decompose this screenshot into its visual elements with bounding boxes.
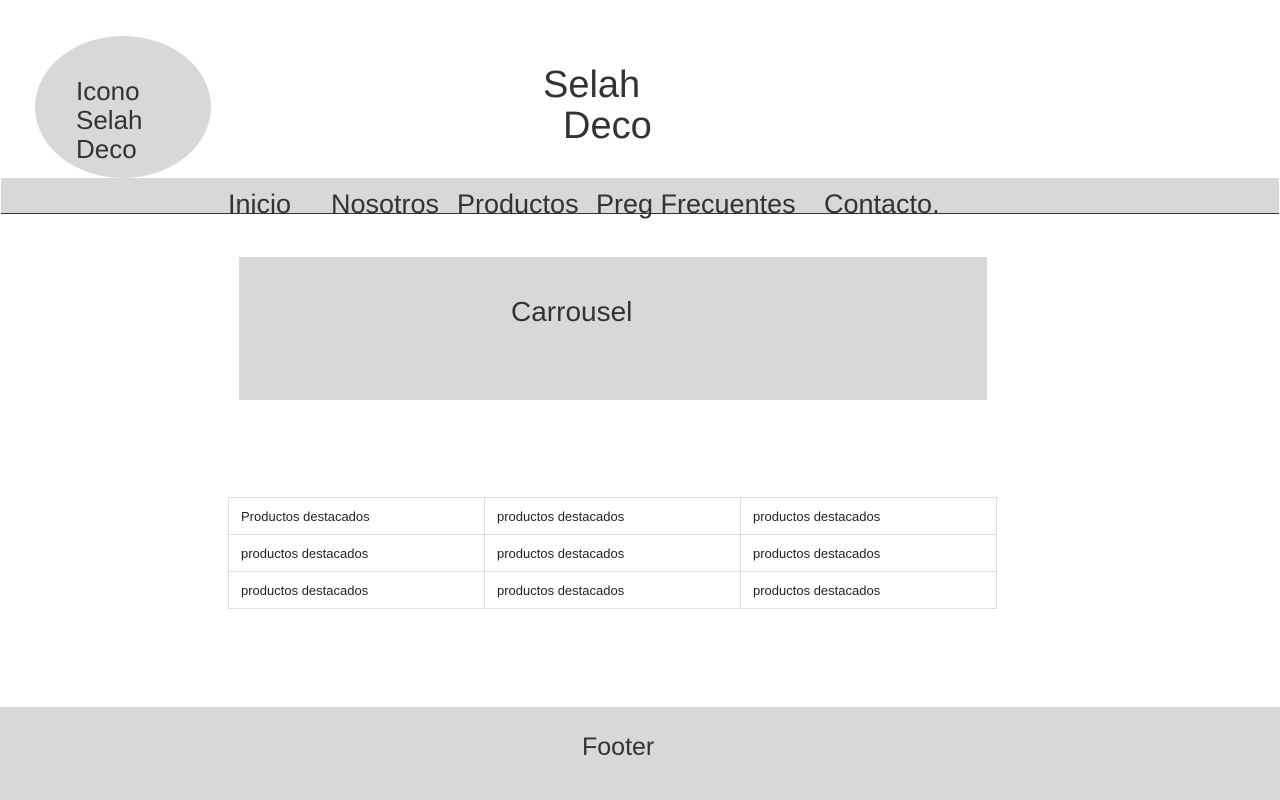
nav-item-contacto[interactable]: Contacto. (824, 189, 940, 219)
table-cell[interactable]: productos destacados (229, 535, 485, 572)
nav-item-nosotros[interactable]: Nosotros (331, 189, 440, 219)
table-cell[interactable]: productos destacados (485, 572, 741, 609)
table-cell[interactable]: productos destacados (485, 535, 741, 572)
featured-products-table (228, 497, 997, 609)
table-cell[interactable]: Productos destacados (229, 498, 485, 535)
site-title-line-2: Deco (563, 105, 652, 147)
main-nav-bar (1, 178, 1279, 219)
table-cell[interactable]: productos destacados (741, 535, 997, 572)
carousel-placeholder[interactable] (239, 257, 987, 400)
table-cell[interactable]: productos destacados (229, 572, 485, 609)
footer-text: Footer (582, 733, 655, 761)
nav-item-preg-frecuentes[interactable]: Preg Frecuentes (596, 189, 796, 219)
logo-text: Icono Selah Deco (76, 76, 143, 164)
logo-placeholder[interactable] (35, 36, 211, 178)
table-cell[interactable]: productos destacados (741, 498, 997, 535)
nav-item-inicio[interactable]: Inicio (228, 189, 292, 219)
nav-item-productos[interactable]: Productos (457, 189, 579, 219)
footer (0, 707, 1280, 800)
table-row (229, 535, 997, 572)
carousel-label: Carrousel (511, 296, 633, 327)
table-row (229, 498, 997, 535)
site-title (543, 65, 693, 147)
table-cell[interactable]: productos destacados (741, 572, 997, 609)
table-row (229, 572, 997, 609)
table-cell[interactable]: productos destacados (485, 498, 741, 535)
site-title-line-1: Selah (543, 64, 641, 106)
